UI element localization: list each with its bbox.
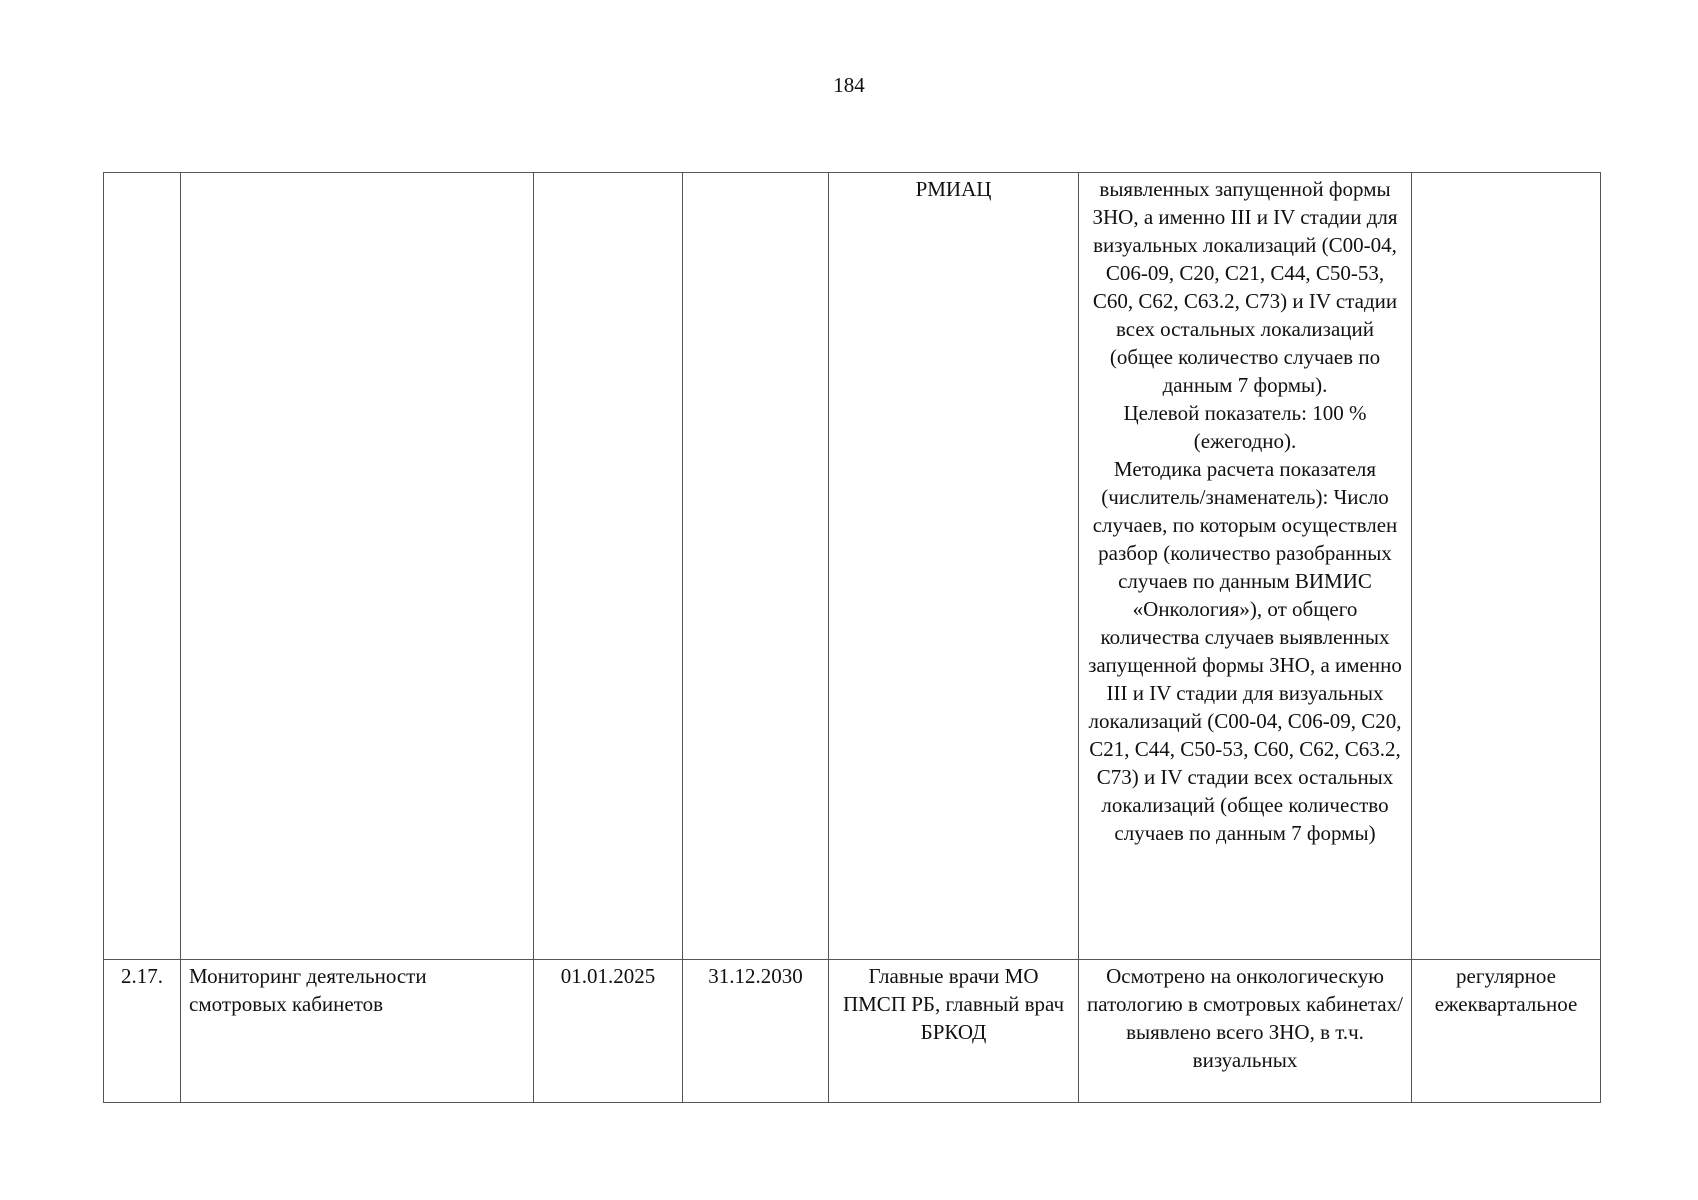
indicator-paragraph: Осмотрено на онкологическую патологию в смотровых кабинетах/выявлено всего ЗНО, в т.ч. визуальных (1087, 964, 1403, 1072)
cell-number (104, 173, 181, 960)
cell-end-date (683, 173, 829, 960)
cell-activity (181, 173, 534, 960)
page-number: 184 (833, 73, 865, 97)
cell-indicator (1079, 960, 1412, 1103)
table-row (104, 173, 1601, 960)
cell-end-date: 31.12.2030 (683, 960, 829, 1103)
cell-start-date: 01.01.2025 (534, 960, 683, 1103)
cell-indicator (1079, 173, 1412, 960)
cell-periodicity: регулярное ежеквартальное (1412, 960, 1601, 1103)
cell-number: 2.17. (104, 960, 181, 1103)
plan-table (103, 172, 1601, 1103)
indicator-method: Методика расчета показателя (числитель/знаменатель): Число случаев, по которым осуществлен разбор (количество разобранных случаев по данным ВИМИС «Онкология»), от общего количества случаев выявленных запущенной формы ЗНО, а именно III и IV стадии для визуальных локализаций (C00-04, C06-09, C20, C21, C44, C50-53, C60, C62, C63.2, C73) и IV стадии всех остальных локализаций (общее количество случаев по данным 7 формы) (1088, 457, 1402, 845)
cell-responsible: РМИАЦ (829, 173, 1079, 960)
cell-start-date (534, 173, 683, 960)
indicator-target: Целевой показатель: 100 % (ежегодно). (1123, 401, 1367, 453)
table-row (104, 960, 1601, 1103)
cell-responsible: Главные врачи МО ПМСП РБ, главный врач БРКОД (829, 960, 1079, 1103)
indicator-paragraph: выявленных запущенной формы ЗНО, а именно III и IV стадии для визуальных локализаций (C00-04, C06-09, C20, C21, C44, C50-53, C60, C62, C63.2, C73) и IV стадии всех остальных локализаций (общее количество случаев по данным 7 формы). (1092, 177, 1398, 397)
cell-activity: Мониторинг деятельности смотровых кабинетов (181, 960, 534, 1103)
cell-periodicity (1412, 173, 1601, 960)
